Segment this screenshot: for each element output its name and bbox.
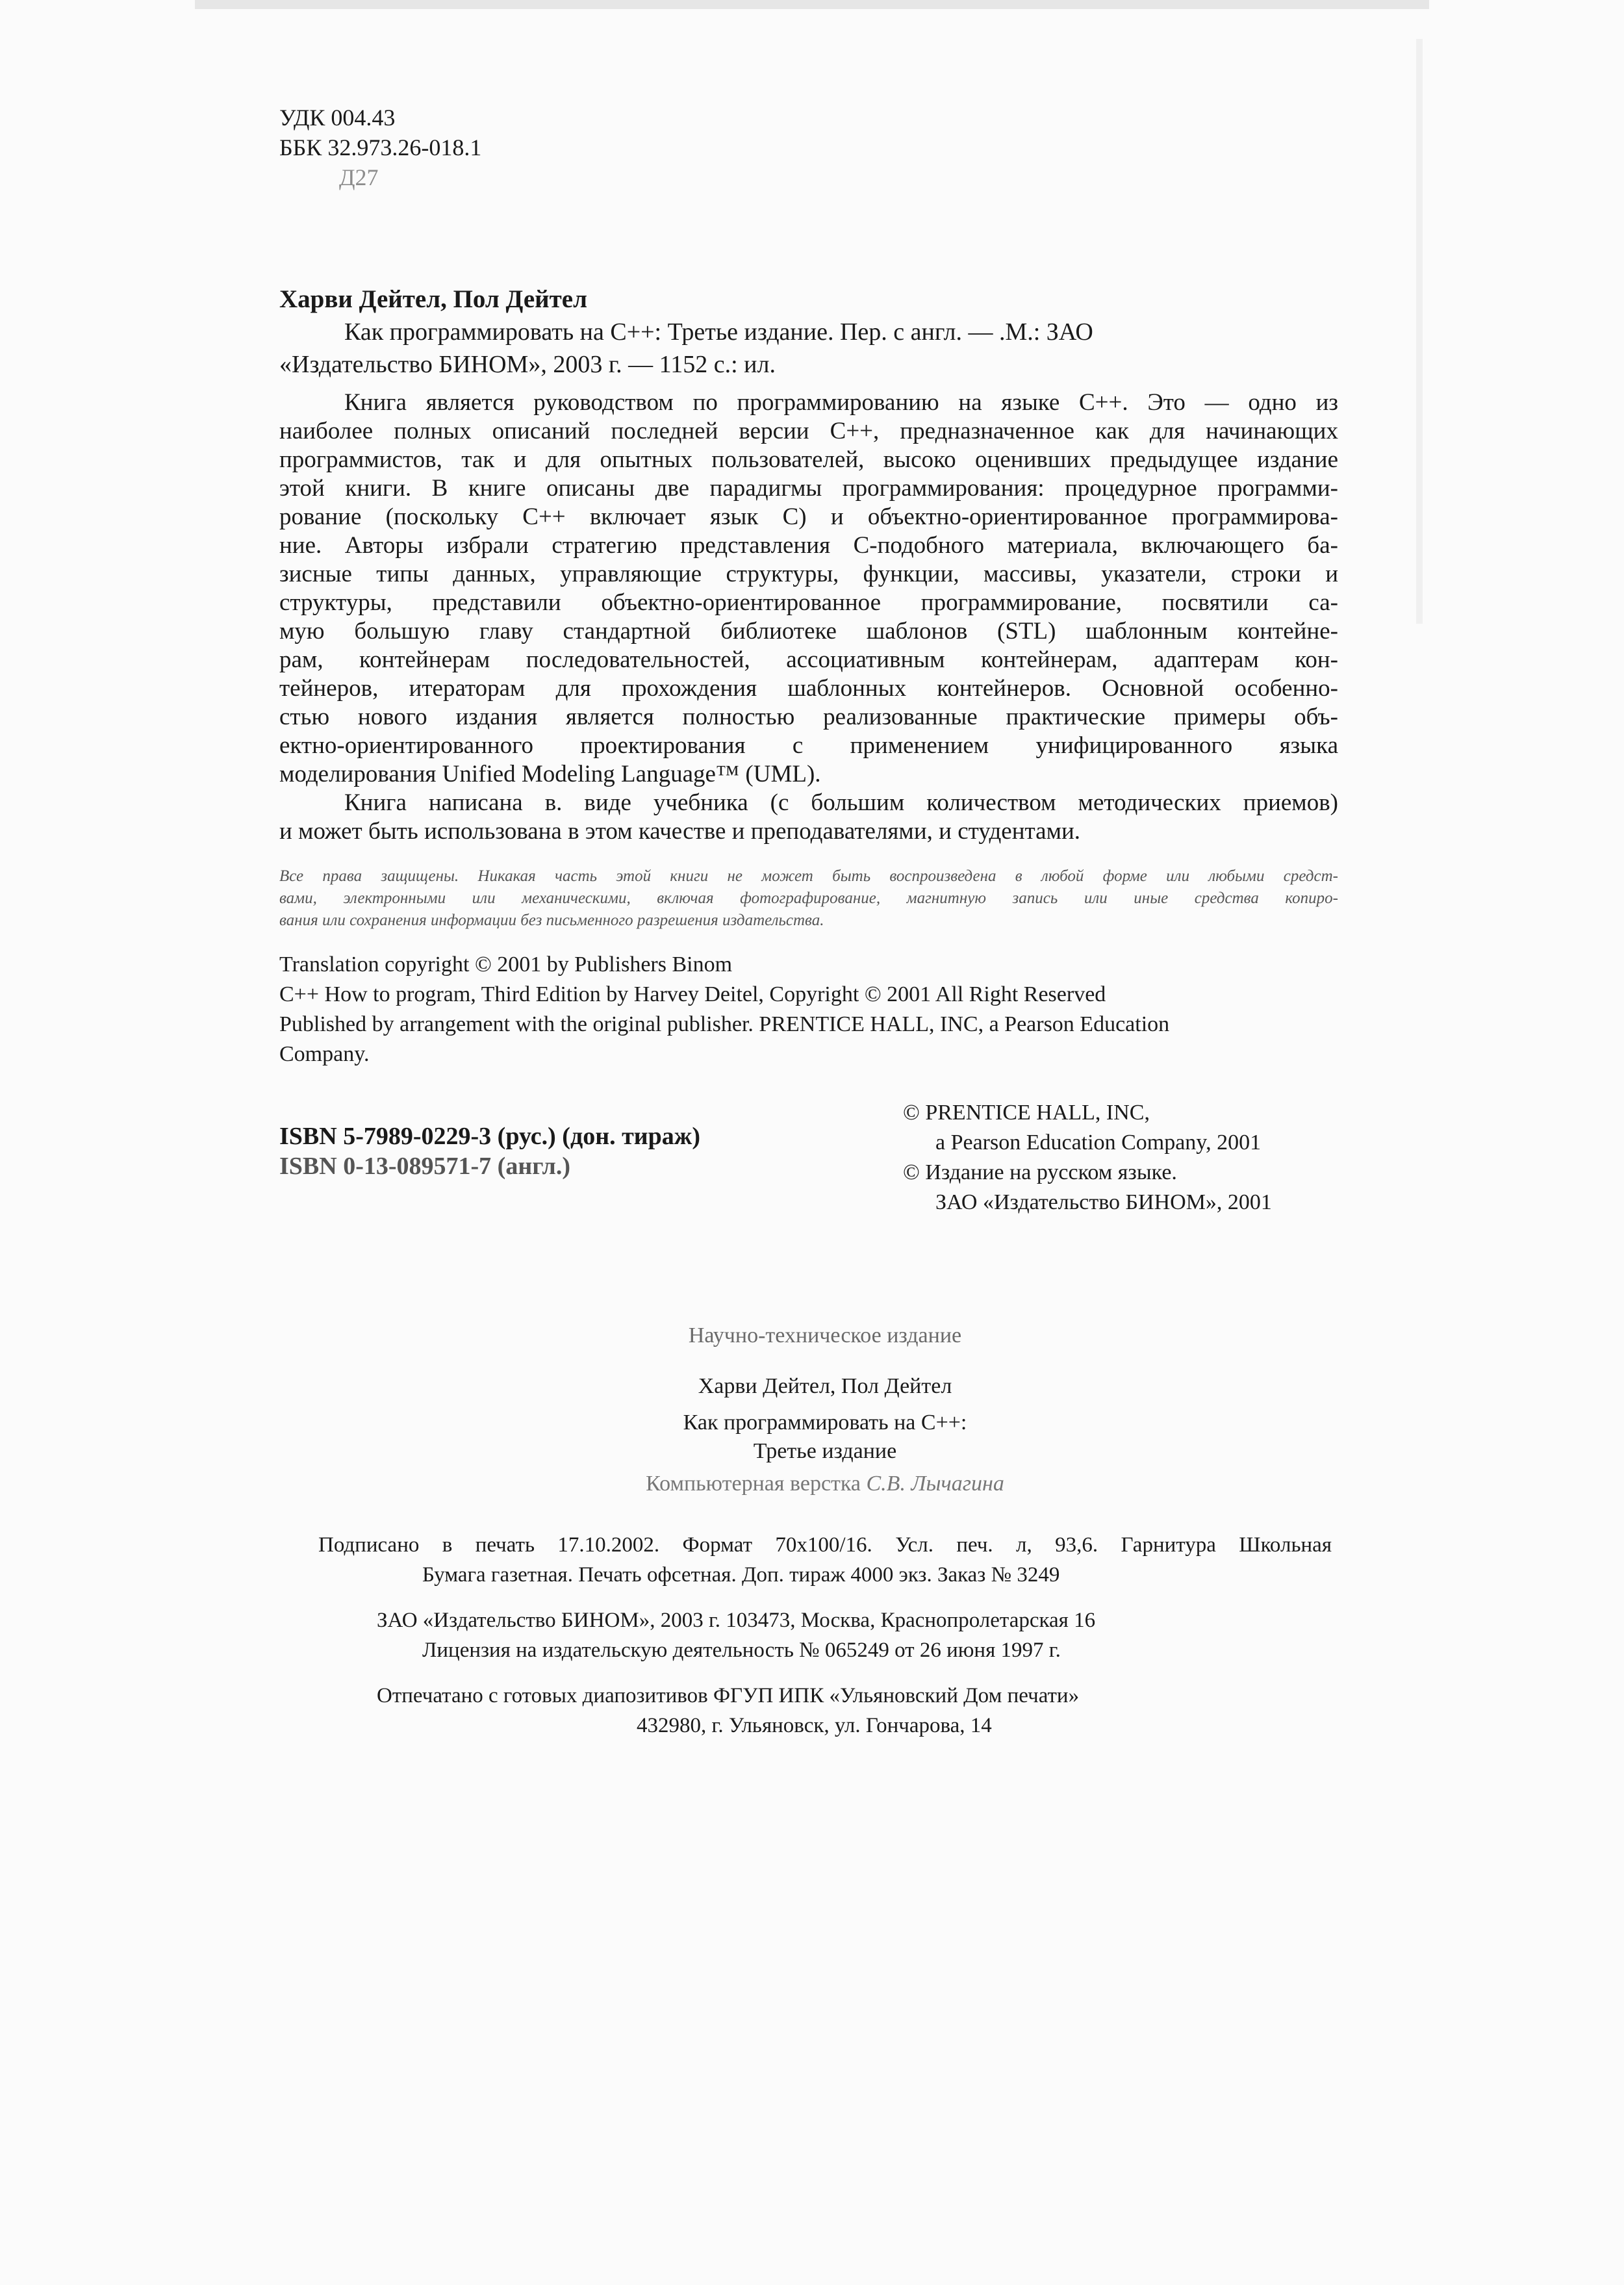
copyright-line: Published by arrangement with the original publisher. PRENTICE HALL, INC, a Pearson Education: [279, 1012, 1170, 1036]
annotation-line: рам, контейнерам последовательностей, ассоциативным контейнерам, адаптерам кон-: [279, 646, 1338, 673]
imprint-edition-type: Научно-техническое издание: [688, 1323, 962, 1347]
pub-copyright-line: ЗАО «Издательство БИНОМ», 2001: [935, 1190, 1272, 1214]
rights-line: Все права защищены. Никакая часть этой книги не может быть воспроизведена в любой форме или любыми средст-: [279, 867, 1338, 885]
print-line: Бумага газетная. Печать офсетная. Доп. тираж 4000 экз. Заказ № 3249: [422, 1563, 1060, 1587]
isbn-block: [279, 1121, 700, 1181]
scan-noise-right: [1416, 39, 1423, 624]
layout-name: С.В. Лычагина: [866, 1472, 1004, 1496]
copyright-line: Translation copyright © 2001 by Publishers Binom: [279, 952, 733, 977]
annotation-line: программистов, так и для опытных пользователей, высоко оценивших предыдущее издание: [279, 446, 1338, 473]
pub-copyright-line: a Pearson Education Company, 2001: [935, 1130, 1262, 1155]
isbn-russian: ISBN 5-7989-0229-3 (рус.) (дон. тираж): [279, 1123, 700, 1150]
bbk-code: ББК 32.973.26-018.1: [279, 134, 482, 160]
printing-details: [318, 1530, 1332, 1741]
annotation-line: наиболее полных описаний последней версии С++, предназначенное как для начинающих: [279, 418, 1338, 444]
pub-copyright-line: © PRENTICE HALL, INC,: [903, 1101, 1150, 1125]
copyright-line: C++ How to program, Third Edition by Harvey Deitel, Copyright © 2001 All Right Reserved: [279, 982, 1106, 1006]
annotation-line: ние. Авторы избрали стратегию представления С-подобного материала, включающего ба-: [279, 532, 1338, 559]
udk-code: УДК 004.43: [279, 105, 396, 131]
print-line: 432980, г. Ульяновск, ул. Гончарова, 14: [637, 1714, 992, 1737]
rights-notice: [279, 865, 1338, 932]
print-line: Подписано в печать 17.10.2002. Формат 70x100/16. Усл. печ. л, 93,6. Гарнитура Школьная: [318, 1533, 1332, 1557]
annotation-line: и может быть использована в этом качестве и преподавателями, и студентами.: [279, 818, 1081, 845]
print-line: Отпечатано с готовых диапозитивов ФГУП ИПК «Ульяновский Дом печати»: [377, 1684, 1080, 1707]
imprint-title-line-1: Как программировать на С++:: [683, 1411, 967, 1435]
annotation: [279, 389, 1338, 846]
author-mark: Д27: [339, 164, 379, 190]
authors-heading: Харви Дейтел, Пол Дейтел: [279, 285, 587, 313]
annotation-line: этой книги. В книге описаны две парадигмы программирования: процедурное программи-: [279, 475, 1338, 502]
imprint-title: [0, 1409, 1624, 1466]
annotation-line: рование (поскольку С++ включает язык С) и объектно-ориентированное программирова-: [279, 504, 1338, 530]
imprint-authors: Харви Дейтел, Пол Дейтел: [698, 1374, 952, 1398]
print-line: ЗАО «Издательство БИНОМ», 2003 г. 103473, Москва, Краснопролетарская 16: [377, 1609, 1096, 1632]
english-copyright: [279, 950, 1169, 1069]
bibliographic-record: [279, 283, 1319, 381]
annotation-line: ектно-ориентированного проектирования с применением унифицированного языка: [279, 732, 1338, 759]
classification-codes: [279, 103, 481, 192]
annotation-line: мую большую главу стандартной библиотеке шаблонов (STL) шаблонным контейне-: [279, 618, 1338, 645]
annotation-line: стью нового издания является полностью реализованные практические примеры объ-: [279, 704, 1338, 730]
scan-noise-top: [195, 0, 1429, 9]
imprint-layout: [0, 1470, 1624, 1498]
annotation-line: зисные типы данных, управляющие структуры, функции, массивы, указатели, строки и: [279, 561, 1338, 587]
print-line: Лицензия на издательскую деятельность № 065249 от 26 июня 1997 г.: [422, 1639, 1061, 1662]
pub-copyright-line: © Издание на русском языке.: [903, 1160, 1177, 1184]
rights-line: вания или сохранения информации без письменного разрешения издательства.: [279, 912, 824, 929]
annotation-line: тейнеров, итераторам для прохождения шаблонных контейнеров. Основной особенно-: [279, 675, 1338, 702]
bib-line-2: «Издательство БИНОМ», 2003 г. — 1152 с.: ил.: [279, 351, 776, 378]
annotation-line: структуры, представили объектно-ориентированное программирование, посвятили са-: [279, 589, 1338, 616]
publisher-copyright: [903, 1098, 1272, 1218]
annotation-line: Книга написана в. виде учебника (с большим количеством методических приемов): [344, 789, 1338, 816]
annotation-line: Книга является руководством по программированию на языке С++. Это — одно из: [344, 389, 1338, 416]
layout-label: Компьютерная верстка: [646, 1472, 861, 1496]
copyright-line: Company.: [279, 1042, 370, 1066]
isbn-english: ISBN 0-13-089571-7 (англ.): [279, 1153, 571, 1180]
bib-line-1: Как программировать на С++: Третье издание. Пер. с англ. — .М.: ЗАО: [344, 318, 1093, 346]
annotation-line: моделирования Unified Modeling Language™ (UML).: [279, 761, 821, 787]
rights-line: вами, электронными или механическими, включая фотографирование, магнитную запись или иные средства копиро-: [279, 889, 1338, 907]
imprint-title-line-2: Третье издание: [753, 1439, 897, 1463]
